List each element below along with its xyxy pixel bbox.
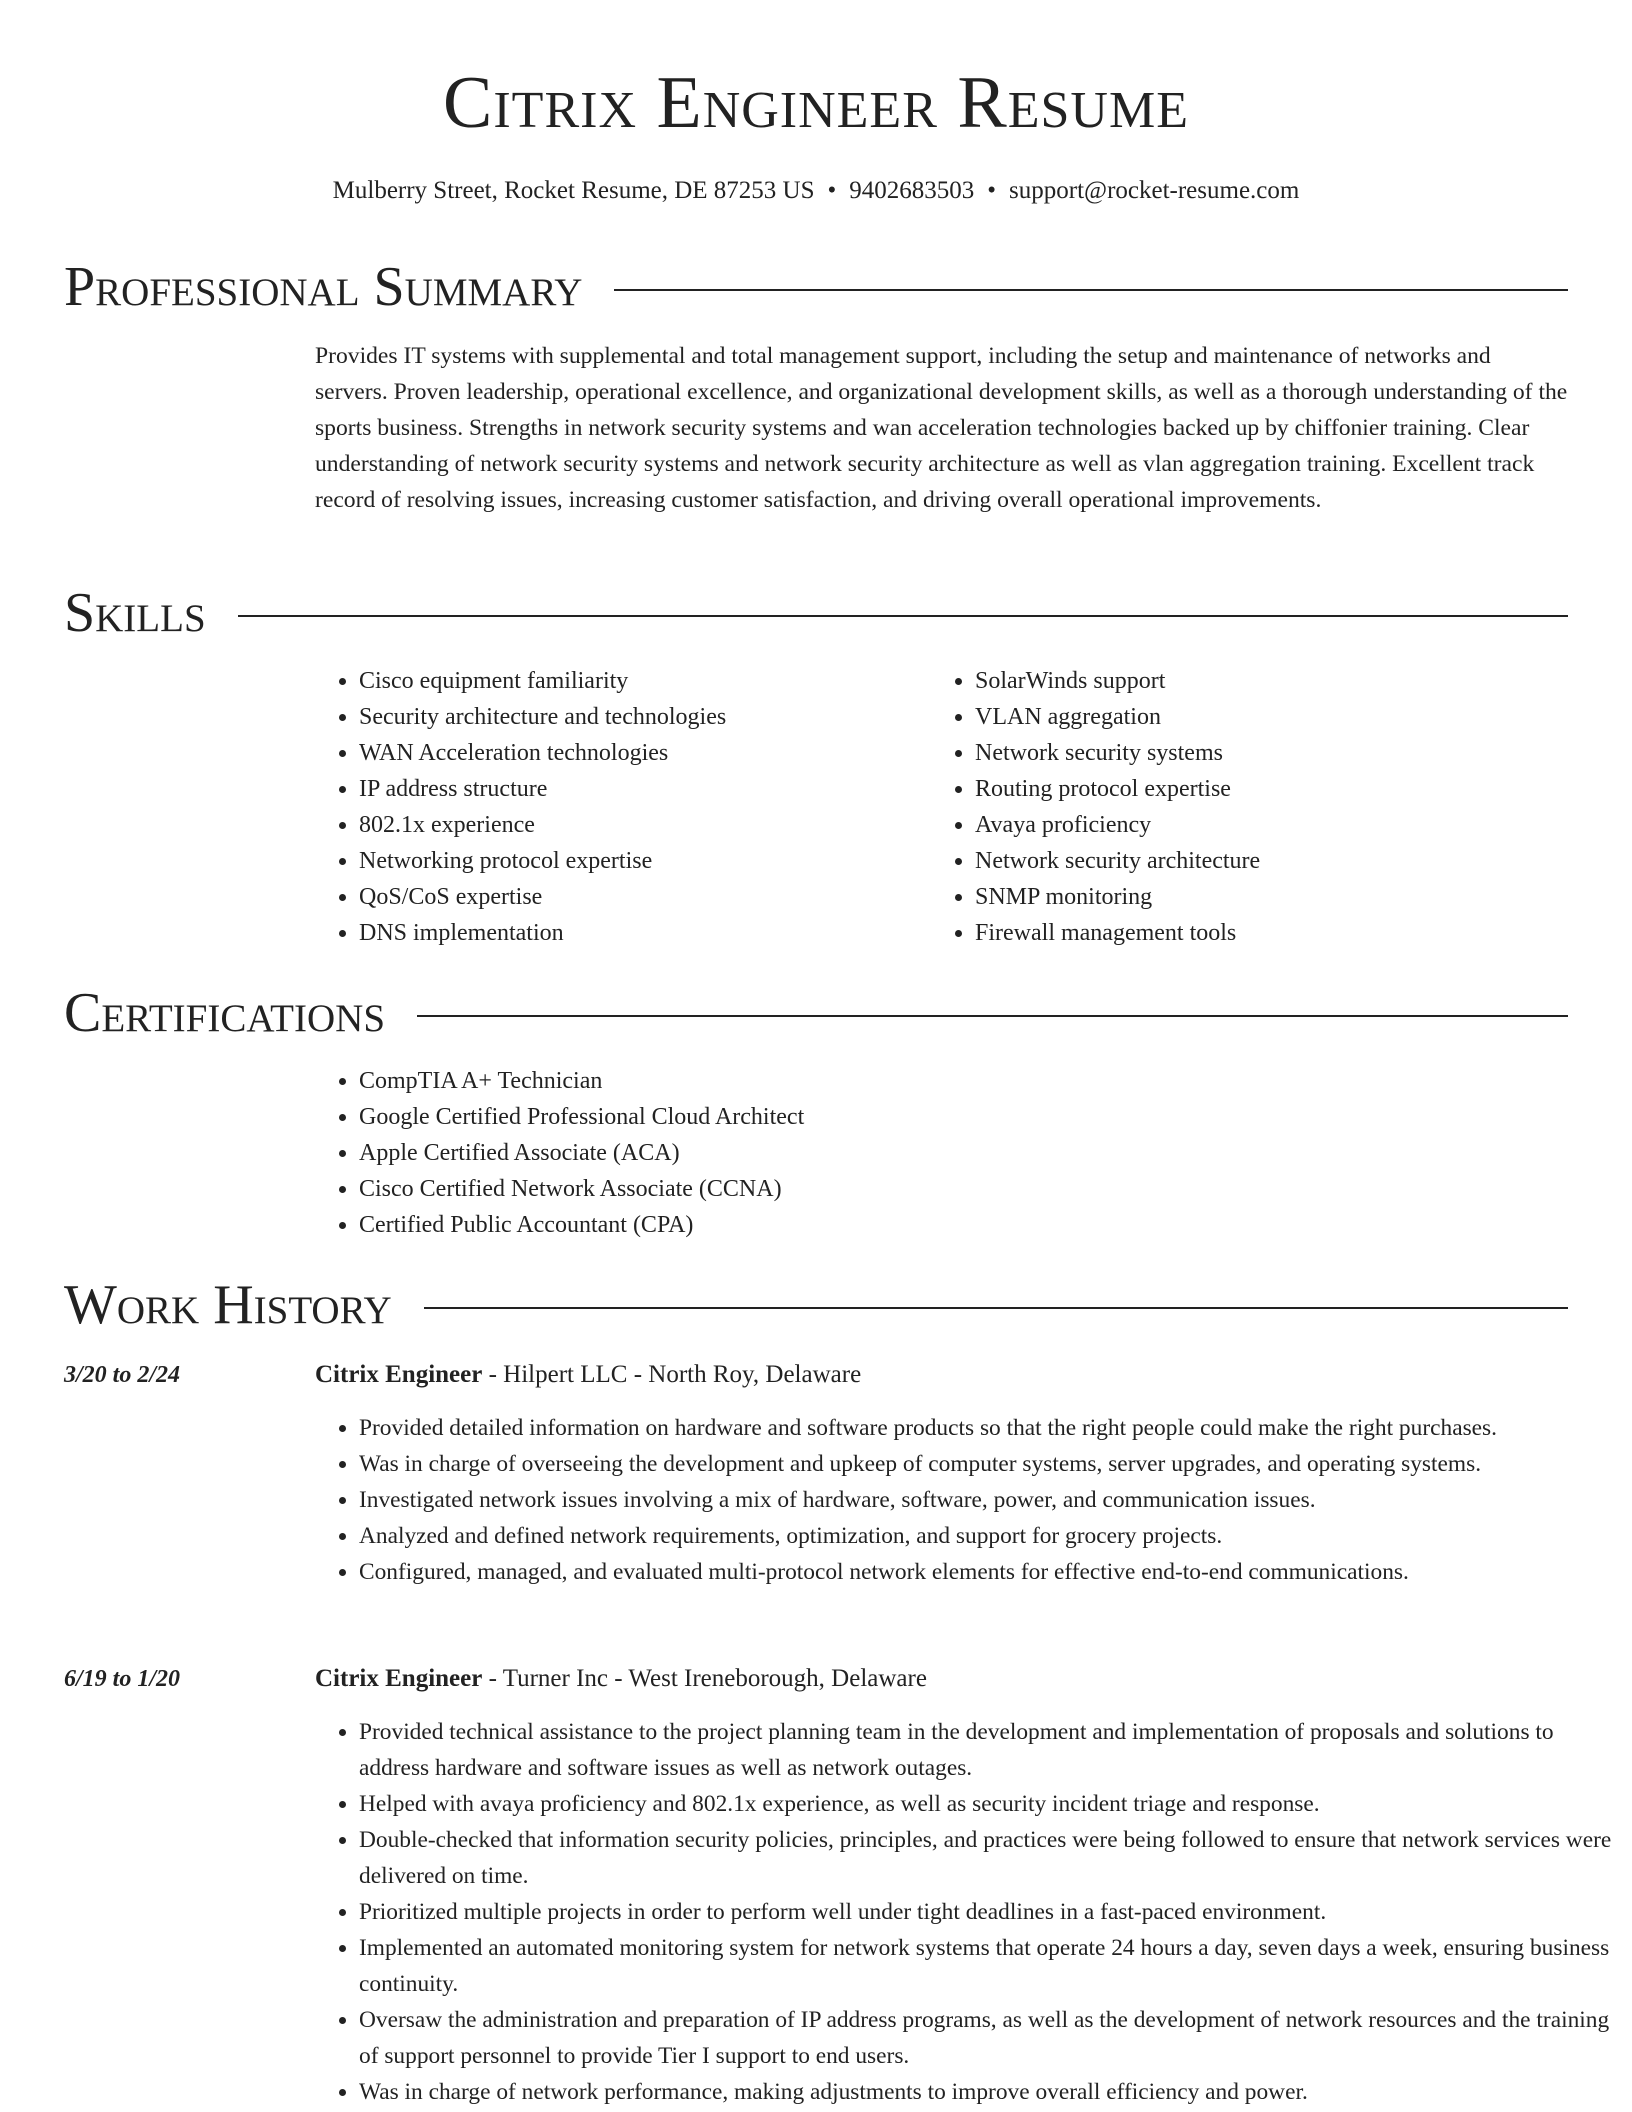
job-bullet: • Investigated network issues involving a mix of hardware, software, power, and communication issues. [359, 1482, 1612, 1518]
job-bullet: • Oversaw the administration and preparation of IP address programs, as well as the development of network resources and the training of support personnel to provide Tier I support to end users. [359, 2002, 1612, 2074]
skill-item: • SNMP monitoring [975, 879, 1575, 915]
skill-item: • 802.1x experience [359, 807, 919, 843]
job-bullet: • Was in charge of network performance, making adjustments to improve overall efficiency and power. [359, 2074, 1612, 2110]
skill-item: • Networking protocol expertise [359, 843, 919, 879]
section-divider [614, 289, 1568, 291]
job-bullets [315, 1410, 1612, 1590]
skill-item: • Network security architecture [975, 843, 1575, 879]
skill-item: • SolarWinds support [975, 663, 1575, 699]
job-title-line [315, 1357, 861, 1393]
skill-item: • Cisco equipment familiarity [359, 663, 919, 699]
certification-item: • Cisco Certified Network Associate (CCNA) [359, 1171, 1359, 1207]
section-heading-work-history: Work History [64, 1274, 392, 1336]
certification-item: • Certified Public Accountant (CPA) [359, 1207, 1359, 1243]
job-bullets [315, 1714, 1612, 2110]
section-divider [424, 1307, 1568, 1309]
contact-line [0, 174, 1632, 208]
job-bullet: • Implemented an automated monitoring system for network systems that operate 24 hours a day, seven days a week, ensuring business continuity. [359, 1930, 1612, 2002]
contact-phone: 9402683503 [849, 177, 975, 204]
section-work-history-header [64, 1270, 1568, 1340]
skill-item: • Avaya proficiency [975, 807, 1575, 843]
summary-text: Provides IT systems with supplemental and total management support, including the setup and maintenance of networks and servers. Proven leadership, operational excellence, and organizational development skills, as well as a thorough understanding of the sports business. Strengths in network security systems and wan acceleration technologies backed up by chiffonier training. Clear understanding of network security systems and network security architecture as well as vlan aggregation training. Excellent track record of resolving issues, increasing customer satisfaction, and driving overall operational improvements. [315, 343, 1568, 513]
job-bullet: • Double-checked that information security policies, principles, and practices were being followed to ensure that network services were delivered on time. [359, 1822, 1612, 1894]
section-divider [238, 615, 1568, 617]
resume-title: Citrix Engineer Resume [443, 62, 1189, 144]
skill-item: • IP address structure [359, 771, 919, 807]
job-bullet: • Provided technical assistance to the project planning team in the development and implementation of proposals and solutions to address hardware and software issues as well as network outages. [359, 1714, 1612, 1786]
certification-item: • CompTIA A+ Technician [359, 1063, 1359, 1099]
job-bullet: • Configured, managed, and evaluated multi-protocol network elements for effective end-to-end communications. [359, 1554, 1612, 1590]
job-bullet: • Analyzed and defined network requirements, optimization, and support for grocery projects. [359, 1518, 1612, 1554]
job-dates: 6/19 to 1/20 [64, 1666, 181, 1692]
skill-item: • QoS/CoS expertise [359, 879, 919, 915]
section-summary-header [64, 252, 1568, 322]
job-dates: 3/20 to 2/24 [64, 1362, 181, 1388]
job-employer-location: - Hilpert LLC - North Roy, Delaware [482, 1361, 862, 1388]
job-bullet: • Provided detailed information on hardware and software products so that the right people could make the right purchases. [359, 1410, 1612, 1446]
section-heading-skills: Skills [64, 582, 206, 644]
skill-item: • DNS implementation [359, 915, 919, 951]
skill-item: • Security architecture and technologies [359, 699, 919, 735]
skill-item: • WAN Acceleration technologies [359, 735, 919, 771]
certification-item: • Apple Certified Associate (ACA) [359, 1135, 1359, 1171]
skill-item: • VLAN aggregation [975, 699, 1575, 735]
skill-item: • Routing protocol expertise [975, 771, 1575, 807]
job-bullet: • Helped with avaya proficiency and 802.1x experience, as well as security incident triage and response. [359, 1786, 1612, 1822]
contact-separator: • [987, 177, 997, 204]
contact-email: support@rocket-resume.com [1009, 177, 1300, 204]
skill-item: • Network security systems [975, 735, 1575, 771]
contact-address: Mulberry Street, Rocket Resume, DE 87253 US [332, 177, 815, 204]
section-heading-certifications: Certifications [64, 982, 386, 1044]
section-certifications-header [64, 978, 1568, 1048]
section-heading-summary: Professional Summary [64, 256, 583, 318]
certification-item: • Google Certified Professional Cloud Architect [359, 1099, 1359, 1135]
job-bullet: • Was in charge of overseeing the development and upkeep of computer systems, server upgrades, and operating systems. [359, 1446, 1612, 1482]
section-skills-header [64, 578, 1568, 648]
skills-list-left [315, 663, 919, 951]
certifications-list [315, 1063, 1359, 1243]
contact-separator: • [827, 177, 837, 204]
job-title-line [315, 1661, 927, 1697]
skills-list-right [931, 663, 1575, 951]
job-title: Citrix Engineer [315, 1361, 483, 1388]
section-divider [417, 1015, 1568, 1017]
skill-item: • Firewall management tools [975, 915, 1575, 951]
job-bullet: • Prioritized multiple projects in order to perform well under tight deadlines in a fast-paced environment. [359, 1894, 1612, 1930]
job-title: Citrix Engineer [315, 1665, 483, 1692]
job-employer-location: - Turner Inc - West Ireneborough, Delaware [482, 1665, 927, 1692]
